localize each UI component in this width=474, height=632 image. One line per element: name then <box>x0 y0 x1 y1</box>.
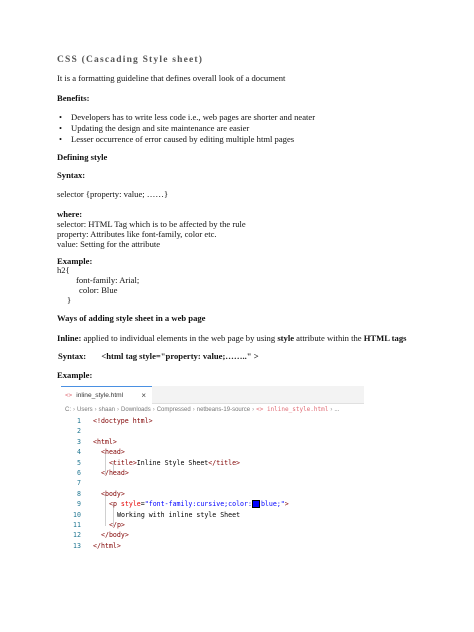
where-selector: selector: HTML Tag which is to be affected by the rule <box>57 219 246 229</box>
inline-description: Inline: applied to individual elements in the web page by using style attribute within the HTML tags <box>57 333 407 343</box>
chevron-right-icon: › <box>94 407 97 413</box>
code-line: 8 <body> <box>77 489 125 498</box>
inline-label: Inline: <box>57 333 82 343</box>
code-line: 11 </p> <box>73 520 125 529</box>
html-tags-keyword: HTML tags <box>363 333 407 343</box>
where-heading: where: <box>57 209 83 219</box>
syntax-line: selector {property: value; ……} <box>57 189 169 199</box>
code-line: 10 Working with inline style Sheet <box>73 510 241 519</box>
color-swatch-icon[interactable] <box>252 500 260 508</box>
close-icon[interactable]: × <box>141 391 146 400</box>
bullet-icon: • <box>59 123 63 133</box>
code-line: 12 </body> <box>73 531 129 540</box>
syntax2-code: <html tag style="property: value;…….." > <box>101 351 259 361</box>
code-line: 13 </html> <box>73 541 121 550</box>
breadcrumb-item[interactable]: C: <box>65 407 71 413</box>
syntax2-line <box>58 351 259 362</box>
code-line: 1 <!doctype html> <box>77 417 153 425</box>
breadcrumb-item[interactable]: shaan <box>98 407 116 413</box>
tab-filename: inline_style.html <box>76 392 124 399</box>
chevron-right-icon: › <box>330 407 333 413</box>
html-file-icon: <> <box>65 392 73 399</box>
example-code-line: color: Blue <box>79 285 118 295</box>
code-editor-screenshot <box>61 386 364 550</box>
code-lines <box>61 416 289 551</box>
breadcrumb-item[interactable]: Compressed <box>156 407 191 413</box>
code-line: 3 <html> <box>77 437 117 446</box>
editor-tab[interactable] <box>61 386 152 404</box>
breadcrumb <box>65 406 339 413</box>
chevron-right-icon: › <box>117 407 120 413</box>
code-line: 2 <box>77 427 81 436</box>
breadcrumb-item[interactable]: Downloads <box>121 407 151 413</box>
code-line: 7 <box>77 479 81 488</box>
example-code-line: font-family: Arial; <box>76 275 140 285</box>
chevron-right-icon: › <box>192 407 195 413</box>
code-line: 9 <p style="font-family:cursive;color: blue;"> <box>77 500 289 509</box>
style-keyword: style <box>277 333 295 343</box>
ways-heading: Ways of adding style sheet in a web page <box>57 313 206 323</box>
example2-heading: Example: <box>57 370 93 380</box>
syntax2-label: Syntax: <box>58 351 87 361</box>
where-value: value: Setting for the attribute <box>57 239 161 249</box>
bullet-icon: • <box>59 112 63 122</box>
where-property: property: Attributes like font-family, color etc. <box>57 229 217 239</box>
breadcrumb-item[interactable]: Users <box>77 407 93 413</box>
breadcrumb-item[interactable]: ... <box>334 407 340 413</box>
code-line: 5 <title>Inline Style Sheet</title> <box>77 458 241 467</box>
editor-tab-bar <box>61 386 364 404</box>
chevron-right-icon: › <box>152 407 155 413</box>
list-item: • Lesser occurrence of error caused by editing multiple html pages <box>59 134 295 144</box>
example-code-line: h2{ <box>57 265 70 275</box>
example-code-line: } <box>67 295 72 305</box>
benefits-heading: Benefits: <box>57 93 90 103</box>
example-heading: Example: <box>57 256 93 266</box>
list-item: • Developers has to write less code i.e., web pages are shorter and neater <box>59 112 316 122</box>
intro-text: It is a formatting guideline that defines overall look of a document <box>57 73 286 83</box>
list-item: • Updating the design and site maintenance are easier <box>59 123 250 133</box>
bullet-icon: • <box>59 134 63 144</box>
benefits-list <box>57 112 315 145</box>
page-title: CSS (Cascading Style sheet) <box>57 55 204 65</box>
breadcrumb-item[interactable]: <> inline_style.html <box>256 406 329 413</box>
code-line: 6 </head> <box>77 468 129 477</box>
defining-style-heading: Defining style <box>57 152 108 162</box>
chevron-right-icon: › <box>252 407 255 413</box>
code-line: 4 <head> <box>77 448 125 457</box>
chevron-right-icon: › <box>73 407 75 413</box>
breadcrumb-item[interactable]: netbeans-19-source <box>196 407 251 413</box>
syntax-heading: Syntax: <box>57 170 86 180</box>
